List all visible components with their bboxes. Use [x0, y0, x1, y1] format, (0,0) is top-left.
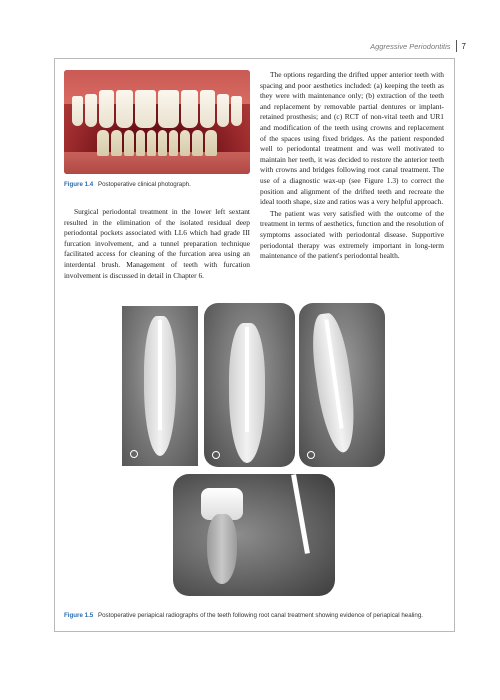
tooth	[85, 94, 98, 127]
tooth	[181, 90, 198, 128]
tooth	[180, 130, 190, 156]
figure-1-4-caption	[64, 181, 250, 188]
page-number: 7	[461, 41, 466, 51]
radiograph-1	[122, 306, 198, 466]
orientation-marker	[307, 451, 315, 459]
orientation-marker	[212, 451, 220, 459]
tooth	[124, 130, 134, 156]
tooth-root	[207, 514, 237, 584]
tooth	[97, 130, 109, 156]
tooth	[192, 130, 203, 156]
tooth	[200, 90, 214, 128]
figure-caption-text: Postoperative clinical photograph.	[97, 181, 191, 188]
root-canal-filling	[158, 320, 162, 430]
header-divider	[456, 40, 457, 52]
tooth	[135, 90, 156, 128]
tooth	[217, 94, 230, 127]
page-header	[370, 40, 466, 52]
tooth	[147, 130, 156, 156]
radiograph-2	[204, 303, 295, 467]
tooth	[116, 90, 133, 128]
body-paragraph: Surgical periodontal treatment in the lower left sextant resulted in the elimination of the isolated residual deep periodontal pockets associated with LL6 which had grade III furcation involvement, and a tunnel preparation technique facilitated access for cleaning of the furcation area using an interdental brush. Management of teeth with furcation involvement is discussed in detail in Chapter 6.	[64, 207, 250, 280]
tooth	[205, 130, 217, 156]
figure-label: Figure 1.4	[64, 181, 94, 188]
tooth	[231, 96, 242, 126]
root-canal-filling	[245, 327, 249, 432]
figure-label: Figure 1.5	[64, 612, 94, 619]
left-column	[64, 207, 250, 281]
figure-caption-text: Postoperative periapical radiographs of the teeth following root canal treatment showing evidence of periapical healing.	[97, 612, 424, 619]
orientation-marker	[130, 450, 138, 458]
tooth	[158, 90, 179, 128]
right-column	[260, 70, 444, 263]
body-paragraph: The patient was very satisfied with the outcome of the treatment in terms of aesthetics, function and the resolution of symptoms associated with periodontal disease. Supportive periodontal therapy was extremely important in long-term maintenance of the patient's periodontal health.	[260, 208, 444, 261]
lower-teeth	[82, 130, 232, 156]
tooth	[169, 130, 178, 156]
root-canal-filling	[291, 474, 310, 554]
clinical-photograph	[64, 70, 250, 174]
radiograph-3	[299, 303, 385, 467]
tooth	[111, 130, 122, 156]
radiograph-4	[173, 474, 335, 596]
tooth	[136, 130, 145, 156]
tooth	[99, 90, 113, 128]
body-paragraph: The options regarding the drifted upper anterior teeth with spacing and poor aesthetics included: (a) keeping the teeth as they were with maintenance only; (b) extraction of the teeth and replacement by removable partial dentures or implant-retained prosthesis; and (c) RCT of non-vital teeth and UR1 and modification of the teeth using crowns and replacement of the spaces using fixed bridges. As the patient responded well to periodontal treatment and was well motivated to maintain her teeth, it was decided to restore the anterior teeth with crowns and bridges following root canal treatment. The use of a diagnostic wax-up (see Figure 1.3) to correct the position and alignment of the drifted teeth and recreate the ideal tooth shape, size and ratios was a very helpful approach.	[260, 70, 444, 207]
figure-1-5-caption	[64, 612, 449, 619]
running-head: Aggressive Periodontitis	[370, 41, 451, 51]
tooth	[158, 130, 167, 156]
tooth	[72, 96, 83, 126]
upper-teeth	[72, 90, 242, 128]
